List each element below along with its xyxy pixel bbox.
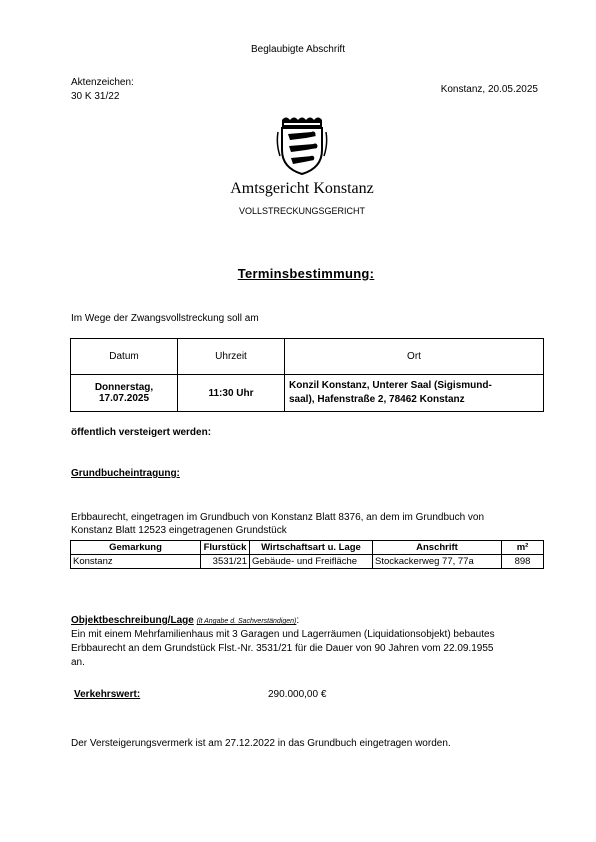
- case-number-value: 30 K 31/22: [71, 91, 120, 102]
- table-row: [71, 555, 544, 569]
- certified-copy-label: Beglaubigte Abschrift: [251, 44, 345, 55]
- cell-gemarkung: Konstanz: [71, 555, 201, 569]
- parcel-table: [70, 540, 544, 569]
- cell-datum: [71, 375, 178, 412]
- case-number-label: Aktenzeichen:: [71, 77, 134, 88]
- cell-uhrzeit: 11:30 Uhr: [178, 375, 285, 412]
- table-row: [71, 375, 544, 412]
- header-ort: Ort: [285, 339, 544, 375]
- datum-date: 17.07.2025: [98, 393, 150, 404]
- object-line-3: an.: [71, 657, 85, 668]
- land-register-heading: Grundbucheintragung:: [71, 468, 180, 479]
- object-line-1: Ein mit einem Mehrfamilienhaus mit 3 Garagen und Lagerräumen (Liquidationsobjekt) bebautes: [71, 629, 495, 640]
- document-title: Terminsbestimmung:: [237, 266, 375, 281]
- header-wirtschaftsart: Wirtschaftsart u. Lage: [250, 541, 373, 555]
- object-heading-label: Objektbeschreibung/Lage: [71, 615, 194, 626]
- table-header-row: [71, 339, 544, 375]
- court-name: Amtsgericht Konstanz: [230, 180, 374, 197]
- land-register-line-2: Konstanz Blatt 12523 eingetragenen Grundstück: [71, 525, 287, 536]
- court-subtitle: VOLLSTRECKUNGSGERICHT: [238, 206, 366, 216]
- header-datum: Datum: [71, 339, 178, 375]
- land-register-line-1: Erbbaurecht, eingetragen im Grundbuch von Konstanz Blatt 8376, an dem im Grundbuch von: [71, 512, 485, 523]
- header-flurstueck: Flurstück: [201, 541, 250, 555]
- case-number-block: [71, 76, 134, 104]
- header-area: m²: [502, 541, 544, 555]
- header-uhrzeit: Uhrzeit: [178, 339, 285, 375]
- auction-statement: öffentlich versteigert werden:: [71, 427, 212, 438]
- object-heading-note: (lt Angabe d. Sachverständigen): [196, 618, 297, 625]
- cell-anschrift: Stockackerweg 77, 77a: [373, 555, 502, 569]
- ort-line-1: Konzil Konstanz, Unterer Saal (Sigismund-: [289, 380, 492, 391]
- cell-wirtschaftsart: Gebäude- und Freifläche: [250, 555, 373, 569]
- cell-area: 898: [502, 555, 544, 569]
- ort-line-2: saal), Hafenstraße 2, 78462 Konstanz: [289, 394, 465, 405]
- table-header-row: [71, 541, 544, 555]
- object-description-text: [71, 628, 551, 670]
- cell-ort: [285, 375, 544, 412]
- intro-text: Im Wege der Zwangsvollstreckung soll am: [71, 313, 259, 324]
- object-heading-colon: :: [296, 615, 300, 626]
- appointment-table: [70, 338, 544, 412]
- coat-of-arms-icon: [276, 114, 328, 176]
- place-date: Konstanz, 20.05.2025: [440, 84, 538, 95]
- datum-weekday: Donnerstag,: [94, 382, 154, 393]
- object-line-2: Erbbaurecht an dem Grundstück Flst.-Nr. 3531/21 für die Dauer von 90 Jahren vom 22.09.1955: [71, 643, 494, 654]
- registration-note: Der Versteigerungsvermerk ist am 27.12.2022 in das Grundbuch eingetragen worden.: [71, 738, 451, 749]
- land-register-text: [71, 511, 551, 537]
- object-description-heading: [71, 615, 299, 626]
- market-value: 290.000,00 €: [268, 689, 327, 700]
- header-gemarkung: Gemarkung: [71, 541, 201, 555]
- header-anschrift: Anschrift: [373, 541, 502, 555]
- cell-flurstueck: 3531/21: [201, 555, 250, 569]
- market-value-label: Verkehrswert:: [74, 689, 141, 700]
